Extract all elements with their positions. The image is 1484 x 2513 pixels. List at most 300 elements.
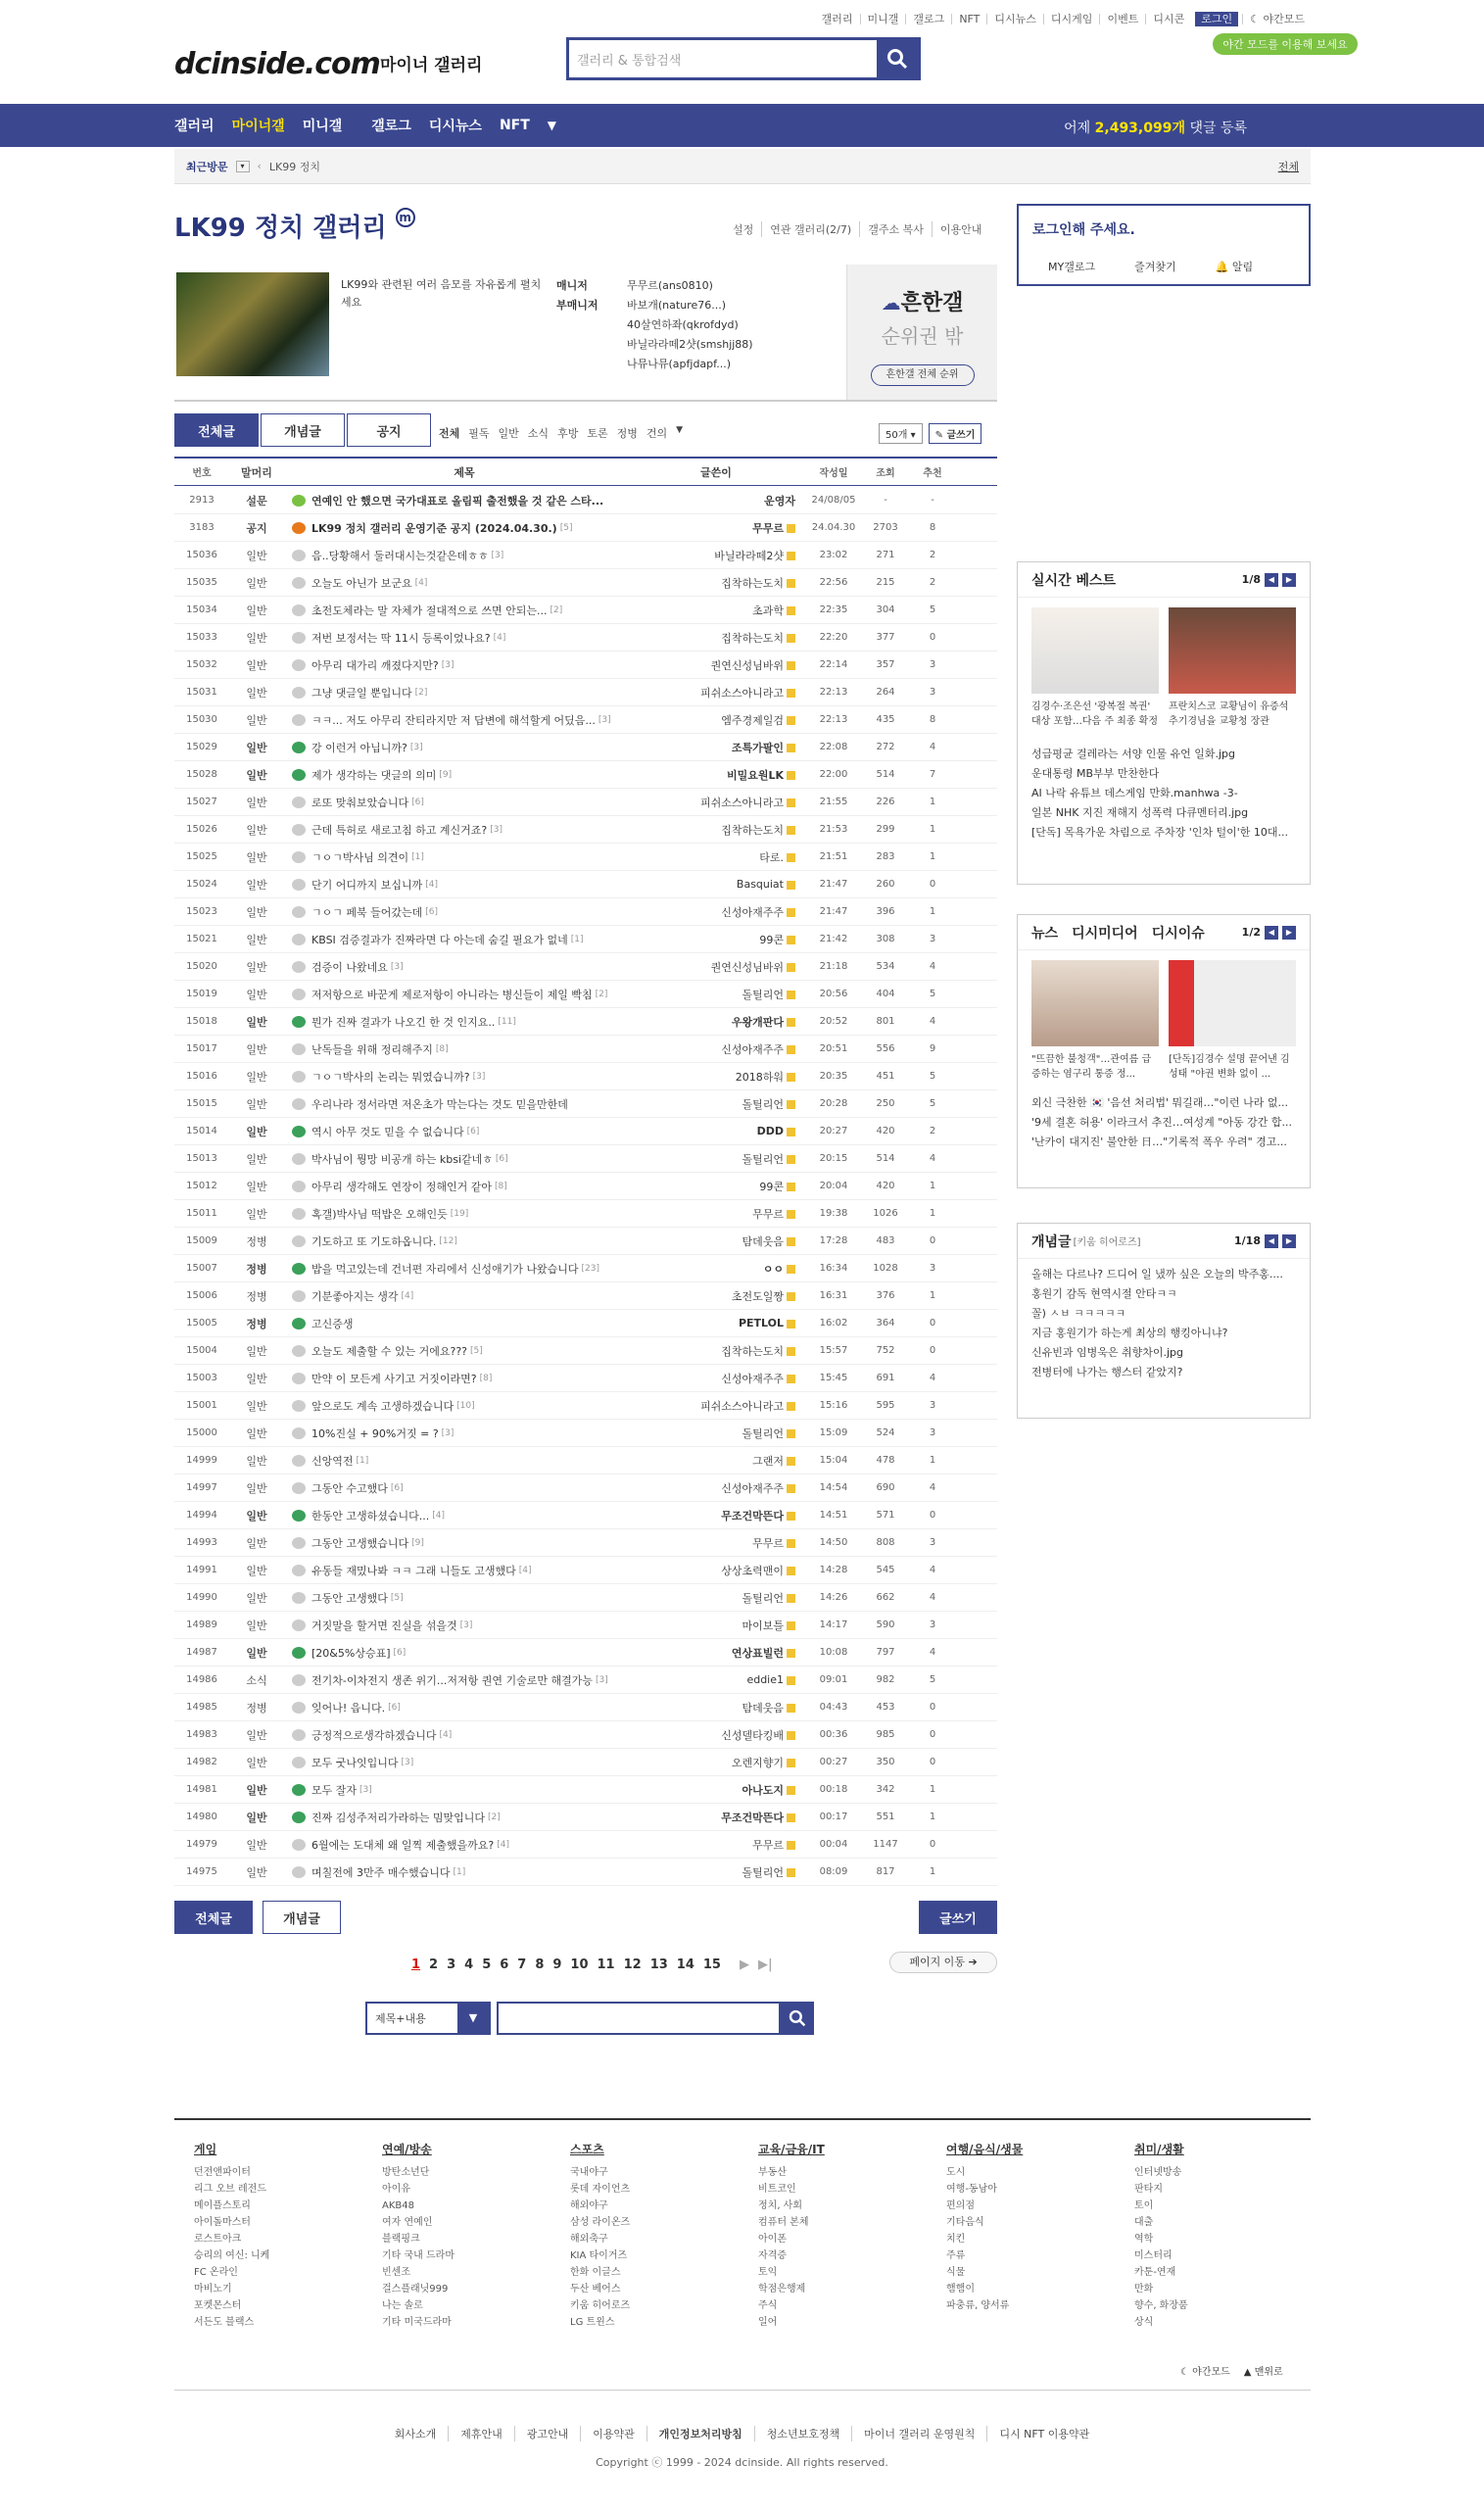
footer-link[interactable]: 주류 xyxy=(946,2250,966,2261)
writer-name[interactable]: 연상표빌런 xyxy=(731,1646,784,1660)
filter-1[interactable]: 필독 xyxy=(468,427,490,440)
post-title[interactable]: ㅋㅋ... 저도 아무리 잔티라지만 저 답변에 해석할게 어딨음... xyxy=(311,713,596,727)
post-title[interactable]: 연예인 안 했으면 국가대표로 올림픽 출전했을 것 같은 스타... xyxy=(311,494,604,507)
search-type-select[interactable]: 제목+내용 ▼ xyxy=(365,2002,491,2035)
nav-more-icon[interactable]: ▼ xyxy=(547,119,557,132)
post-title-cell[interactable] xyxy=(284,630,637,646)
footer-link[interactable]: AKB48 xyxy=(382,2200,414,2211)
table-row[interactable] xyxy=(174,816,997,844)
footer-heading[interactable]: 게임 xyxy=(194,2143,217,2156)
post-title[interactable]: ㄱㅇㄱ 페북 들어갔는데 xyxy=(311,905,423,919)
post-writer[interactable] xyxy=(637,1535,803,1551)
post-title-cell[interactable] xyxy=(284,1645,637,1661)
filter-0[interactable]: 전체 xyxy=(439,427,460,440)
nav-item-3[interactable]: 갤로그 xyxy=(371,119,411,134)
writer-name[interactable]: 무무르 xyxy=(752,1536,784,1550)
best-card-title-2[interactable]: 프란치스코 교황님이 유증석 추기경님을 교황청 장관 xyxy=(1169,701,1289,727)
comment-count[interactable]: [1] xyxy=(356,1455,369,1466)
sub-manager-1[interactable]: 40살연하좌(qkrofdyd) xyxy=(627,318,739,331)
comment-count[interactable]: [6] xyxy=(388,1702,401,1713)
footer-link[interactable]: 여행-동남아 xyxy=(946,2184,997,2195)
foot-link-1[interactable]: 제휴안내 xyxy=(448,2426,514,2441)
table-row[interactable] xyxy=(174,1392,997,1420)
nav-item-5[interactable]: NFT xyxy=(499,118,530,133)
util-link-0[interactable]: 갤러리 xyxy=(821,12,853,25)
post-title[interactable]: KBSI 검증결과가 진짜라면 다 아는데 숨길 필요가 없네 xyxy=(311,933,568,946)
writer-name[interactable]: 초전도일짱 xyxy=(731,1289,784,1303)
page-link-6[interactable]: 6 xyxy=(500,1957,509,1972)
post-title-cell[interactable] xyxy=(284,1096,637,1112)
concept-list-item[interactable]: 꼴) ㅅㅂ ㅋㅋㅋㅋㅋ xyxy=(1031,1307,1126,1320)
writer-name[interactable]: 신성델타킹배 xyxy=(721,1728,784,1742)
table-row[interactable] xyxy=(174,871,997,898)
footer-link[interactable]: FC 온라인 xyxy=(194,2267,238,2278)
post-writer[interactable] xyxy=(637,1480,803,1496)
footer-link[interactable]: 방탄소년단 xyxy=(382,2167,430,2178)
table-row[interactable] xyxy=(174,926,997,953)
table-row[interactable] xyxy=(174,1502,997,1529)
writer-name[interactable]: 조특가팔인 xyxy=(731,741,784,754)
page-link-14[interactable]: 14 xyxy=(676,1957,694,1972)
footer-link[interactable]: 토이 xyxy=(1134,2200,1154,2211)
footer-link[interactable]: 카툰-연재 xyxy=(1134,2267,1176,2278)
post-title[interactable]: 6월에는 도대체 왜 일찍 제출했을까요? xyxy=(311,1838,495,1852)
post-writer[interactable] xyxy=(637,1371,803,1386)
foot-link-3[interactable]: 이용약관 xyxy=(580,2426,646,2441)
footer-link[interactable]: 국내야구 xyxy=(570,2167,608,2178)
post-title[interactable]: ㄱㅇㄱ박사님 의견이 xyxy=(311,850,409,864)
post-title[interactable]: 강 이런거 아닙니까? xyxy=(311,741,407,754)
post-title-cell[interactable] xyxy=(284,1837,637,1853)
footer-link[interactable]: KIA 타이거즈 xyxy=(570,2250,628,2261)
util-link-1[interactable]: 미니갤 xyxy=(860,14,906,24)
post-title-cell[interactable] xyxy=(284,1179,637,1194)
writer-name[interactable]: 신성아재주주 xyxy=(721,905,784,919)
table-row[interactable] xyxy=(174,597,997,624)
writer-name[interactable]: 운영자 xyxy=(764,494,795,507)
nav-item-2[interactable]: 미니갤 xyxy=(302,119,343,134)
post-writer[interactable] xyxy=(637,1563,803,1578)
table-row[interactable] xyxy=(174,844,997,871)
best-list-item[interactable]: 운대통령 MB부부 만찬한다 xyxy=(1031,767,1160,780)
post-title-cell[interactable] xyxy=(284,548,637,563)
news-card-title-1[interactable]: "뜨끔한 불청객"…관여름 급증하는 염구리 통증 정... xyxy=(1031,1054,1152,1080)
footer-link[interactable]: 상식 xyxy=(1134,2317,1154,2328)
comment-count[interactable]: [3] xyxy=(441,659,455,670)
filter-2[interactable]: 일반 xyxy=(498,427,519,440)
table-row[interactable] xyxy=(174,652,997,679)
post-title[interactable]: 10%진실 + 90%거짓 = ? xyxy=(311,1426,439,1440)
table-row[interactable] xyxy=(174,1584,997,1612)
comment-count[interactable]: [8] xyxy=(495,1181,507,1191)
comment-count[interactable]: [4] xyxy=(414,577,428,588)
post-title-cell[interactable] xyxy=(284,1041,637,1057)
table-row[interactable] xyxy=(174,1036,997,1063)
post-title[interactable]: 단기 어디까지 보십니까 xyxy=(311,878,423,892)
table-row[interactable] xyxy=(174,542,997,569)
my-gallog-link[interactable]: MY갤로그 xyxy=(1048,261,1096,273)
post-title-cell[interactable] xyxy=(284,987,637,1002)
page-link-5[interactable]: 5 xyxy=(482,1957,492,1972)
table-row[interactable] xyxy=(174,1145,997,1173)
foot-link-5[interactable]: 청소년보호정책 xyxy=(754,2426,851,2441)
post-title-cell[interactable] xyxy=(284,1590,637,1606)
post-writer[interactable] xyxy=(637,1125,803,1137)
writer-name[interactable]: 신성아재주주 xyxy=(721,1481,784,1495)
comment-count[interactable]: [6] xyxy=(411,797,424,807)
gallery-link-2[interactable]: 갤주소 복사 xyxy=(859,221,932,237)
post-title-cell[interactable] xyxy=(284,849,637,865)
footer-link[interactable]: 한화 이글스 xyxy=(570,2267,621,2278)
news-list-item[interactable]: '난카이 대지진' 불안한 日…"기록적 폭우 우려" 경고... xyxy=(1031,1136,1287,1148)
post-title-cell[interactable] xyxy=(284,1398,637,1414)
post-title[interactable]: 우리나라 정서라면 저온초가 막는다는 것도 믿을만한데 xyxy=(311,1097,568,1111)
post-title-cell[interactable] xyxy=(284,1261,637,1277)
table-row[interactable] xyxy=(174,1420,997,1447)
post-title-cell[interactable] xyxy=(284,1508,637,1523)
table-row[interactable] xyxy=(174,1228,997,1255)
post-writer[interactable] xyxy=(637,1261,803,1277)
post-title[interactable]: 그냥 댓글일 뿐입니다 xyxy=(311,686,412,700)
table-row[interactable] xyxy=(174,487,997,514)
comment-count[interactable]: [9] xyxy=(439,769,453,780)
post-title[interactable]: 검증이 나왔네요 xyxy=(311,960,388,974)
post-writer[interactable] xyxy=(637,657,803,673)
table-row[interactable] xyxy=(174,1557,997,1584)
footer-link[interactable]: 승리의 여신: 니케 xyxy=(194,2250,270,2261)
comment-count[interactable]: [10] xyxy=(456,1400,475,1411)
sub-manager-2[interactable]: 바닐라라떼2샷(smshjj88) xyxy=(627,338,753,351)
writer-name[interactable]: 엠주경제일검 xyxy=(721,713,784,727)
foot-link-4[interactable]: 개인정보처리방침 xyxy=(646,2426,754,2441)
post-title[interactable]: 로또 맞춰보았습니다 xyxy=(311,796,409,809)
post-title[interactable]: 아무리 대가리 깨졌다지만? xyxy=(311,658,439,672)
post-title-cell[interactable] xyxy=(284,932,637,947)
nav-item-4[interactable]: 디시뉴스 xyxy=(428,119,482,134)
post-writer[interactable] xyxy=(637,1014,803,1030)
post-writer[interactable] xyxy=(637,520,803,536)
footer-link[interactable]: 비트코인 xyxy=(758,2184,796,2195)
footer-link[interactable]: 메이플스토리 xyxy=(194,2200,251,2211)
post-writer[interactable] xyxy=(637,1096,803,1112)
util-link-4[interactable]: 디시뉴스 xyxy=(986,14,1043,24)
comment-count[interactable]: [8] xyxy=(479,1373,493,1383)
footer-link[interactable]: 아이돌마스터 xyxy=(194,2217,251,2228)
page-move-button[interactable]: 페이지 이동 ➔ xyxy=(889,1952,997,1973)
comment-count[interactable]: [3] xyxy=(459,1619,473,1630)
table-row[interactable] xyxy=(174,1365,997,1392)
footer-link[interactable]: 햄햄이 xyxy=(946,2284,975,2295)
tab-all[interactable]: 전체글 xyxy=(174,413,259,447)
post-title[interactable]: 오늘도 제출할 수 있는 거에요??? xyxy=(311,1344,468,1358)
writer-name[interactable]: 피쉬소스아니라고 xyxy=(699,796,784,809)
table-row[interactable] xyxy=(174,1173,997,1200)
footer-link[interactable]: 판타지 xyxy=(1134,2184,1163,2195)
post-title-cell[interactable] xyxy=(284,1672,637,1688)
nav-item-0[interactable]: 갤러리 xyxy=(174,119,215,134)
footer-heading[interactable]: 여행/음식/생물 xyxy=(946,2143,1024,2156)
comment-count[interactable]: [6] xyxy=(393,1647,407,1658)
post-writer[interactable] xyxy=(637,493,803,508)
concept-list-item[interactable]: 올해는 다르나? 드디어 일 냈까 싶은 오늘의 박주홍.... xyxy=(1031,1268,1283,1281)
writer-name[interactable]: 무무르 xyxy=(752,1207,784,1221)
footer-link[interactable]: 역학 xyxy=(1134,2234,1154,2245)
footer-heading[interactable]: 연예/방송 xyxy=(382,2143,432,2156)
sub-manager-3[interactable]: 나뮤나뮤(apfjdapf...) xyxy=(627,358,732,370)
post-title-cell[interactable] xyxy=(284,712,637,728)
post-title[interactable]: 박사님이 뭥망 비공개 하는 kbsi같네ㅎ xyxy=(311,1152,493,1166)
post-title-cell[interactable] xyxy=(284,877,637,893)
writer-name[interactable]: 돌틸리언 xyxy=(742,1426,784,1440)
filter-5[interactable]: 토론 xyxy=(587,427,608,440)
post-title-cell[interactable] xyxy=(284,1233,637,1249)
best-list-item[interactable]: 성급평균 걸레라는 서양 인물 유언 일화.jpg xyxy=(1031,748,1236,760)
manager-name[interactable]: 무무르(ans0810) xyxy=(627,279,713,292)
comment-count[interactable]: [6] xyxy=(425,906,439,917)
search-input[interactable]: 갤러리 & 통합검색 xyxy=(577,54,682,69)
table-row[interactable] xyxy=(174,1612,997,1639)
table-row[interactable] xyxy=(174,1721,997,1749)
post-title-cell[interactable] xyxy=(284,1618,637,1633)
post-writer[interactable] xyxy=(637,630,803,646)
table-row[interactable] xyxy=(174,624,997,652)
table-row[interactable] xyxy=(174,1310,997,1337)
util-link-7[interactable]: 디시콘 xyxy=(1145,14,1191,24)
concept-list-item[interactable]: 전병터에 나가는 행스터 같았지? xyxy=(1031,1366,1183,1378)
comment-count[interactable]: [4] xyxy=(493,632,506,643)
writer-name[interactable]: 무조건막뜬다 xyxy=(721,1509,784,1522)
recent-dropdown-icon[interactable]: ▾ xyxy=(236,161,250,172)
writer-name[interactable]: 집착하는도치 xyxy=(721,631,784,645)
post-title-cell[interactable] xyxy=(284,1563,637,1578)
post-writer[interactable] xyxy=(637,548,803,563)
next-icon[interactable]: ▶ xyxy=(1282,573,1296,587)
writer-name[interactable]: 99콘 xyxy=(759,1180,784,1193)
gallery-link-1[interactable]: 연관 갤러리(2/7) xyxy=(761,221,859,237)
writer-name[interactable]: 상상초력맨이 xyxy=(721,1564,784,1577)
page-link-9[interactable]: 9 xyxy=(552,1957,562,1972)
comment-count[interactable]: [6] xyxy=(390,1482,404,1493)
footer-link[interactable]: LG 트윈스 xyxy=(570,2317,615,2328)
post-title-cell[interactable] xyxy=(284,795,637,810)
page-link-8[interactable]: 8 xyxy=(535,1957,545,1972)
page-link-13[interactable]: 13 xyxy=(649,1957,668,1972)
post-title-cell[interactable] xyxy=(284,1124,637,1139)
post-writer[interactable] xyxy=(637,1700,803,1716)
post-title-cell[interactable] xyxy=(284,1371,637,1386)
util-link-5[interactable]: 디시게임 xyxy=(1043,14,1100,24)
comment-count[interactable]: [1] xyxy=(411,851,424,862)
best-list-item[interactable]: [단독] 목욕가운 차림으로 주차장 '인차 털이'한 10대... xyxy=(1031,826,1288,839)
footer-link[interactable]: 나는 솔로 xyxy=(382,2300,423,2311)
favorites-link[interactable]: 즐겨찾기 xyxy=(1134,261,1176,273)
foot-link-2[interactable]: 광고안내 xyxy=(514,2426,581,2441)
post-writer[interactable] xyxy=(637,1453,803,1469)
next-page-icon[interactable]: ▶ xyxy=(739,1957,749,1972)
post-title[interactable]: 긍정적으로생각하겠습니다 xyxy=(311,1728,437,1742)
foot-link-0[interactable]: 회사소개 xyxy=(394,2428,437,2441)
writer-name[interactable]: 돌틸리언 xyxy=(742,988,784,1001)
post-writer[interactable] xyxy=(637,767,803,783)
table-row[interactable] xyxy=(174,789,997,816)
table-row[interactable] xyxy=(174,898,997,926)
recent-all-link[interactable]: 전체 xyxy=(1277,160,1299,173)
comment-count[interactable]: [3] xyxy=(441,1427,455,1438)
post-writer[interactable] xyxy=(637,987,803,1002)
filter-7[interactable]: 건의 xyxy=(646,427,668,440)
search-button[interactable] xyxy=(877,40,918,77)
post-title-cell[interactable] xyxy=(284,1069,637,1085)
post-title[interactable]: 신앙역전 xyxy=(311,1454,354,1468)
post-writer[interactable] xyxy=(637,904,803,920)
post-title-cell[interactable] xyxy=(284,1535,637,1551)
writer-name[interactable]: 2018하워 xyxy=(735,1070,784,1084)
post-title[interactable]: 진짜 김성주저리가라하는 밈맞입니다 xyxy=(311,1811,486,1824)
best-list-item[interactable]: 일본 NHK 지진 재해지 성폭력 다큐멘터리.jpg xyxy=(1031,806,1249,819)
post-title[interactable]: 고신증생 xyxy=(311,1317,354,1330)
post-title[interactable]: 아무리 생각해도 연장이 정해인거 같아 xyxy=(311,1180,493,1193)
comment-count[interactable]: [3] xyxy=(359,1784,372,1795)
post-title[interactable]: 한동안 고생하셨습니다... xyxy=(311,1509,430,1522)
news-list-item[interactable]: '9세 결혼 허용' 이라크서 추진…여성계 "아동 강간 합... xyxy=(1031,1116,1292,1129)
post-title[interactable]: 며칠전에 3만주 매수했습니다 xyxy=(311,1865,451,1879)
last-page-icon[interactable]: ▶| xyxy=(757,1957,773,1972)
post-writer[interactable] xyxy=(637,1343,803,1359)
table-row[interactable] xyxy=(174,761,997,789)
writer-name[interactable]: 퀀연신성님바위 xyxy=(710,658,784,672)
post-writer[interactable] xyxy=(637,712,803,728)
table-row[interactable] xyxy=(174,1090,997,1118)
sub-manager-0[interactable]: 바보개(nature76...) xyxy=(627,299,726,312)
post-title[interactable]: 밥을 먹고있는데 건너편 자리에서 신성애기가 나왔습니다 xyxy=(311,1262,579,1276)
nav-item-1[interactable]: 마이너갤 xyxy=(231,119,285,134)
footer-link[interactable]: 아이유 xyxy=(382,2184,410,2195)
post-title-cell[interactable] xyxy=(284,603,637,618)
post-writer[interactable] xyxy=(637,1069,803,1085)
footer-heading[interactable]: 교육/금융/IT xyxy=(758,2143,825,2156)
table-row[interactable] xyxy=(174,1008,997,1036)
comment-count[interactable]: [8] xyxy=(435,1043,449,1054)
comment-count[interactable]: [9] xyxy=(411,1537,424,1548)
gallery-link-0[interactable]: 설정 xyxy=(733,223,754,236)
writer-name[interactable]: DDD xyxy=(756,1125,784,1137)
dark-mode-toggle[interactable]: ☾ 야간모드 xyxy=(1242,14,1312,24)
table-row[interactable] xyxy=(174,1749,997,1776)
rank-all-button[interactable]: 흔한갤 전체 순위 xyxy=(871,364,975,386)
writer-name[interactable]: 집착하는도치 xyxy=(721,1344,784,1358)
post-title-cell[interactable] xyxy=(284,1343,637,1359)
writer-name[interactable]: 마이보틀 xyxy=(742,1619,784,1632)
page-link-1[interactable]: 1 xyxy=(411,1957,421,1972)
best-card-image-1[interactable] xyxy=(1031,607,1159,694)
table-row[interactable] xyxy=(174,1859,997,1886)
comment-count[interactable]: [5] xyxy=(390,1592,404,1603)
footer-link[interactable]: 편의점 xyxy=(946,2200,975,2211)
writer-name[interactable]: 무조건막뜬다 xyxy=(721,1811,784,1824)
post-writer[interactable] xyxy=(637,1041,803,1057)
comment-count[interactable]: [2] xyxy=(595,989,608,999)
post-title[interactable]: 혹갤)박사님 떡밥은 오해인듯 xyxy=(311,1207,448,1221)
footer-link[interactable]: 여자 연예인 xyxy=(382,2217,433,2228)
writer-name[interactable]: 탐데웃음 xyxy=(742,1234,784,1248)
page-link-3[interactable]: 3 xyxy=(447,1957,456,1972)
write-button-top[interactable]: ✎ 글쓰기 xyxy=(929,423,982,444)
post-title-cell[interactable] xyxy=(284,1864,637,1880)
comment-count[interactable]: [3] xyxy=(390,961,404,972)
table-row[interactable] xyxy=(174,569,997,597)
news-card-image-2[interactable] xyxy=(1169,960,1296,1046)
recent-item[interactable]: LK99 정치 xyxy=(268,160,321,173)
next-icon[interactable]: ▶ xyxy=(1282,1234,1296,1248)
post-title-cell[interactable] xyxy=(284,1480,637,1496)
table-row[interactable] xyxy=(174,706,997,734)
table-row[interactable] xyxy=(174,734,997,761)
post-title-cell[interactable] xyxy=(284,767,637,783)
table-row[interactable] xyxy=(174,1776,997,1804)
writer-name[interactable]: 신성아재주주 xyxy=(721,1372,784,1385)
comment-count[interactable]: [4] xyxy=(425,879,439,890)
post-title-cell[interactable] xyxy=(284,1810,637,1825)
bottom-write-button[interactable]: 글쓰기 xyxy=(919,1901,997,1934)
logo-subtitle[interactable]: 마이너 갤러리 xyxy=(380,56,483,75)
writer-name[interactable]: 퀀연신성님바위 xyxy=(710,960,784,974)
post-title-cell[interactable] xyxy=(284,1206,637,1222)
prev-icon[interactable]: ◀ xyxy=(1265,926,1278,940)
filter-6[interactable]: 정병 xyxy=(616,427,638,440)
post-title-cell[interactable] xyxy=(284,685,637,701)
post-title-cell[interactable] xyxy=(284,1426,637,1441)
post-title[interactable]: 뭔가 진짜 결과가 나오긴 한 것 인지요.. xyxy=(311,1015,496,1029)
post-writer[interactable] xyxy=(637,1755,803,1770)
comment-count[interactable]: [5] xyxy=(559,522,573,533)
table-row[interactable] xyxy=(174,1804,997,1831)
writer-name[interactable]: 돌틸리언 xyxy=(742,1591,784,1605)
util-link-3[interactable]: NFT xyxy=(951,14,986,24)
footer-link[interactable]: 만화 xyxy=(1134,2284,1154,2295)
table-row[interactable] xyxy=(174,1255,997,1282)
comment-count[interactable]: [6] xyxy=(495,1153,508,1164)
footer-link[interactable]: 키움 히어로즈 xyxy=(570,2300,631,2311)
comment-count[interactable]: [2] xyxy=(550,604,563,615)
post-title[interactable]: LK99 정치 갤러리 운영기준 공지 (2024.04.30.) xyxy=(311,521,557,535)
post-title[interactable]: 난독들을 위해 정리해주지 xyxy=(311,1042,433,1056)
table-row[interactable] xyxy=(174,1200,997,1228)
comment-count[interactable]: [3] xyxy=(490,824,503,835)
comment-count[interactable]: [3] xyxy=(491,550,504,560)
list-search-button[interactable] xyxy=(781,2002,814,2035)
comment-count[interactable]: [23] xyxy=(581,1263,599,1274)
footer-link[interactable]: 대출 xyxy=(1134,2217,1154,2228)
page-link-2[interactable]: 2 xyxy=(429,1957,439,1972)
post-title[interactable]: ㄱㅇㄱ박사의 논리는 뭐였습니까? xyxy=(311,1070,470,1084)
post-title-cell[interactable] xyxy=(284,740,637,755)
writer-name[interactable]: 신성아재주주 xyxy=(721,1042,784,1056)
writer-name[interactable]: ㅇㅇ xyxy=(762,1262,784,1276)
post-writer[interactable] xyxy=(637,603,803,618)
post-title[interactable]: 저번 보정서는 딱 11시 등록이었나요? xyxy=(311,631,491,645)
post-title[interactable]: 잊어나! 읍니다. xyxy=(311,1701,386,1715)
comment-count[interactable]: [2] xyxy=(488,1812,501,1822)
footer-link[interactable]: 아이폰 xyxy=(758,2234,787,2245)
comment-count[interactable]: [4] xyxy=(432,1510,445,1521)
writer-name[interactable]: 오렌지향기 xyxy=(731,1756,784,1769)
site-logo[interactable]: dcinside.com xyxy=(174,47,380,81)
news-tab-media[interactable]: 디시미디어 xyxy=(1072,925,1138,942)
comment-count[interactable]: [1] xyxy=(453,1866,466,1877)
table-row[interactable] xyxy=(174,679,997,706)
util-link-6[interactable]: 이벤트 xyxy=(1099,14,1145,24)
post-title[interactable]: 만약 이 모든게 사기고 거짓이라면? xyxy=(311,1372,477,1385)
